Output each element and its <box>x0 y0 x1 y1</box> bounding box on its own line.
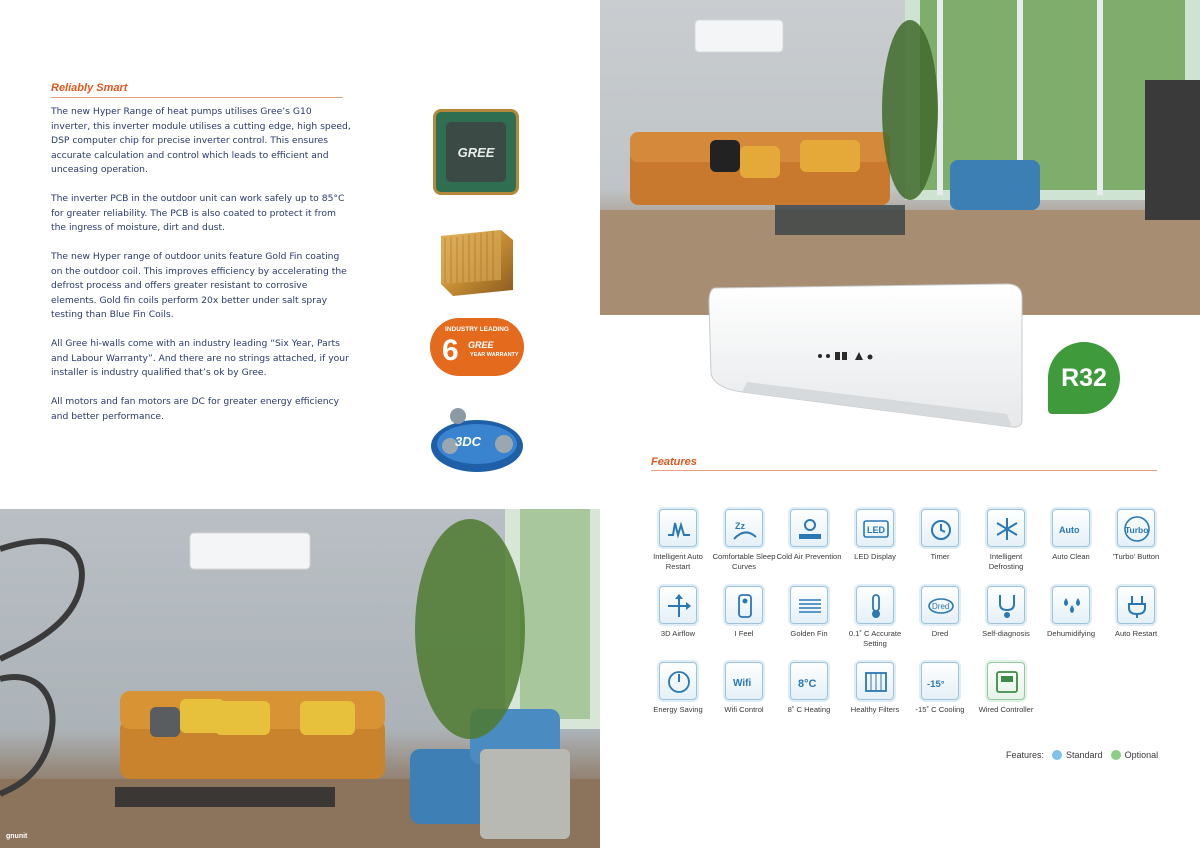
svg-text:Auto: Auto <box>1059 525 1080 535</box>
feature-label: Timer <box>930 552 950 561</box>
svg-text:Turbo: Turbo <box>1125 525 1149 535</box>
svg-text:8°C: 8°C <box>798 678 817 690</box>
feature-label: Auto Restart <box>1114 629 1158 638</box>
paragraph-gold-fin: The new Hyper range of outdoor units feature Gold Fin coating on the outdoor coil. This improves efficiency by accelerating the defrost process and offers greater resistant to corrosive elements. Gold fin coils perform 20x better under salt spray testing than Blue Fin Coils. <box>51 251 347 320</box>
indoor-ac-unit-image <box>707 282 1025 432</box>
turbo-icon <box>1117 509 1155 547</box>
feature-label: Self-diagnosis <box>982 629 1030 638</box>
cold-air-prevention-icon <box>790 509 828 547</box>
gold-fin-coil-icon <box>435 226 515 298</box>
living-room-photo-bottom <box>0 509 600 848</box>
inverter-chip-icon <box>433 109 519 195</box>
svg-text:Zz: Zz <box>735 521 745 531</box>
feature-dred <box>907 586 973 639</box>
features-legend <box>1006 750 1158 760</box>
paragraph-warranty: All Gree hi-walls come with an industry leading “Six Year, Parts and Labour Warranty”. And there are no strings attached, if your installer is industry qualified that’s ok by Gree. <box>51 338 349 378</box>
chip-brand: GREE <box>446 122 506 182</box>
feature-auto-restart <box>1103 586 1169 639</box>
feature-minus15-cooling <box>907 662 973 715</box>
svg-text:-15°: -15° <box>927 679 945 690</box>
plug-icon <box>1117 586 1155 624</box>
feature-label: Golden Fin <box>790 629 828 638</box>
six-year-warranty-badge <box>430 318 524 376</box>
svg-text:Dred: Dred <box>932 602 950 611</box>
feature-led-display <box>842 509 908 562</box>
feature-dehumidifying <box>1038 586 1104 639</box>
feature-label: 3D Airflow <box>660 629 696 638</box>
feature-comfortable-sleep-curves <box>711 509 777 571</box>
feature-label: Wired Controller <box>978 705 1034 714</box>
thermometer-icon <box>856 586 894 624</box>
droplets-icon <box>1052 586 1090 624</box>
paragraph-dc-motors: All motors and fan motors are DC for greater energy efficiency and better performance. <box>51 396 340 422</box>
feature-intelligent-auto-restart <box>645 509 711 571</box>
feature-timer <box>907 509 973 562</box>
wifi-icon <box>725 662 763 700</box>
snowflake-icon <box>987 509 1025 547</box>
three-dc-label: 3DC <box>455 434 482 449</box>
feature-label: Energy Saving <box>653 705 703 714</box>
minus-fifteen-cooling-icon <box>921 662 959 700</box>
features-heading: Features <box>651 456 697 468</box>
living-room-photo-top <box>600 0 1200 315</box>
warranty-subtitle: YEAR WARRANTY <box>470 352 519 358</box>
feature-label: Intelligent Defrosting <box>988 552 1024 571</box>
feature-label: Healthy Filters <box>850 705 900 714</box>
dred-icon <box>921 586 959 624</box>
svg-text:LED: LED <box>867 525 885 535</box>
paragraph-inverter: The new Hyper Range of heat pumps utilises Gree’s G10 inverter, this inverter module utilises a cutting edge, high speed, DSP computer chip for precise inverter control. This ensures accurate calculation and control which leads to efficient and unceasing operation. <box>51 106 351 175</box>
alarm-clock-icon <box>921 509 959 547</box>
auto-restart-wave-icon <box>659 509 697 547</box>
feature-label: Intelligent Auto Restart <box>653 552 703 571</box>
heading-divider <box>51 97 343 98</box>
paragraph-pcb: The inverter PCB in the outdoor unit can work safely up to 85°C for greater reliability. The PCB is also coated to protect it from the ingress of moisture, dirt and dust. <box>51 193 345 233</box>
feature-8c-heating <box>776 662 842 715</box>
corner-tag: gnunit <box>6 833 28 840</box>
feature-label: Dred <box>931 629 949 638</box>
remote-ifeel-icon <box>725 586 763 624</box>
golden-fin-icon <box>790 586 828 624</box>
reliably-smart-body <box>51 105 351 439</box>
r32-refrigerant-badge: R32 <box>1048 342 1120 414</box>
feature-label: LED Display <box>854 552 896 561</box>
three-dc-icon <box>428 404 526 478</box>
feature-label: 8˚ C Heating <box>787 705 831 714</box>
feature-intelligent-defrosting <box>973 509 1039 571</box>
auto-clean-icon <box>1052 509 1090 547</box>
legend-prefix: Features: <box>1006 750 1045 760</box>
feature-cold-air-prevention <box>776 509 842 562</box>
feature-healthy-filters <box>842 662 908 715</box>
feature-label: -15˚ C Cooling <box>915 705 965 714</box>
optional-dot-icon <box>1111 750 1121 760</box>
legend-optional: Optional <box>1124 750 1159 760</box>
feature-auto-clean <box>1038 509 1104 562</box>
warranty-heading: INDUSTRY LEADING <box>445 326 509 333</box>
feature-label: Dehumidifying <box>1046 629 1096 638</box>
feature-turbo-button <box>1103 509 1169 562</box>
warranty-brand: GREE <box>468 340 494 350</box>
stethoscope-icon <box>987 586 1025 624</box>
feature-wifi-control <box>711 662 777 715</box>
feature-label: Wifi Control <box>724 705 764 714</box>
feature-golden-fin <box>776 586 842 639</box>
standard-dot-icon <box>1052 750 1062 760</box>
airflow-arrows-icon <box>659 586 697 624</box>
eight-degree-heating-icon <box>790 662 828 700</box>
feature-label: Cold Air Prevention <box>776 552 842 561</box>
features-divider <box>651 470 1157 471</box>
svg-text:Wifi: Wifi <box>733 678 752 689</box>
filter-icon <box>856 662 894 700</box>
reliably-smart-heading: Reliably Smart <box>51 82 128 94</box>
feature-3d-airflow <box>645 586 711 639</box>
led-display-icon <box>856 509 894 547</box>
wired-controller-icon <box>987 662 1025 700</box>
warranty-number: 6 <box>442 334 459 367</box>
sleep-zzz-icon <box>725 509 763 547</box>
feature-i-feel <box>711 586 777 639</box>
feature-label: Comfortable Sleep Curves <box>712 552 776 571</box>
feature-label: I Feel <box>734 629 754 638</box>
feature-label: 0.1˚ C Accurate Setting <box>848 629 902 648</box>
energy-saving-icon <box>659 662 697 700</box>
feature-energy-saving <box>645 662 711 715</box>
feature-accurate-setting <box>842 586 908 648</box>
feature-self-diagnosis <box>973 586 1039 639</box>
feature-wired-controller <box>973 662 1039 715</box>
legend-standard: Standard <box>1066 750 1103 760</box>
feature-label: Auto Clean <box>1052 552 1090 561</box>
feature-label: 'Turbo' Button <box>1112 552 1160 561</box>
